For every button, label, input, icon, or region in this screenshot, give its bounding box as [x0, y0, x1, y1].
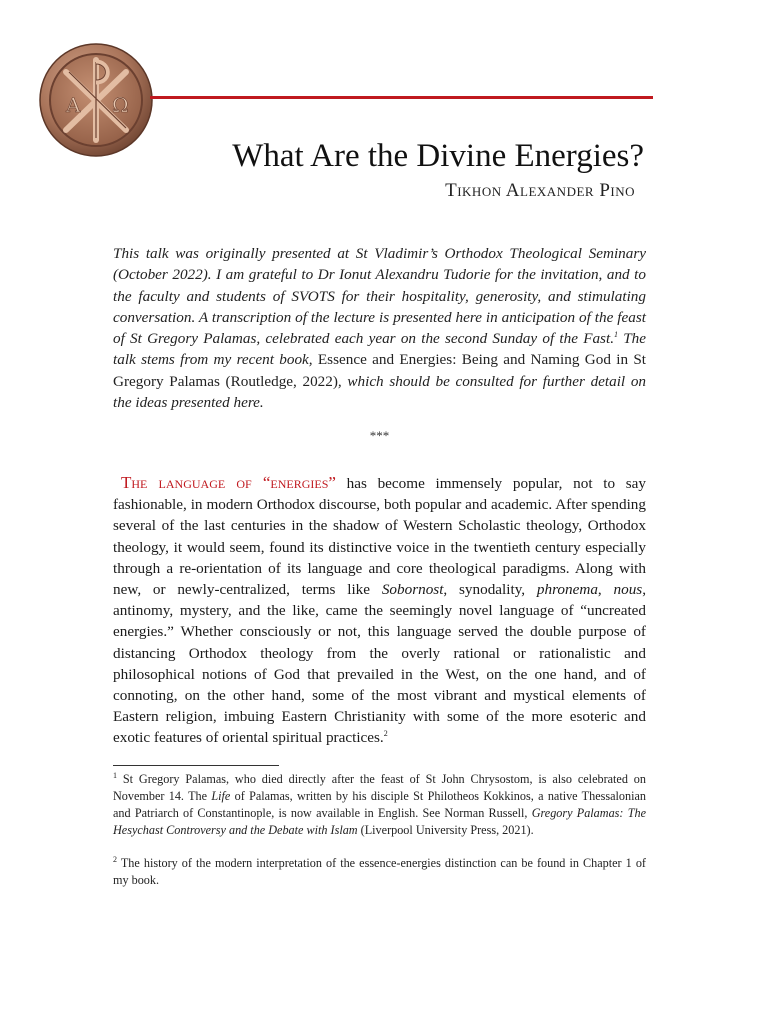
footnote-1: [113, 771, 646, 839]
footnote-ref-1[interactable]: 1: [614, 330, 618, 340]
footnote-1-text-3: (Liverpool University Press, 2021).: [357, 823, 534, 837]
book-title: Essence and Energies: Being and Naming God in St Gregory Palamas: [113, 351, 647, 390]
footnote-2-mark: 2: [113, 854, 117, 864]
footnote-1-mark: 1: [113, 770, 117, 780]
omega-letter: Ω: [112, 93, 129, 117]
footnote-rule: [113, 765, 279, 766]
section-separator: ***: [369, 428, 390, 443]
lead-in: The language of “energies”: [121, 473, 336, 492]
footnote-2: [113, 855, 646, 889]
page-title: What Are the Divine Energies?: [232, 138, 644, 174]
body-text-4: , antinomy, mystery, and the like, came the seemingly novel language of “uncreated energies.” Whether consciously or not, this language served the double purpose of distancing Orthodox theology from the overly rational or rationalistic and philosophical notions of God that prevailed in the West, on the one hand, and of connoting, on the other hand, some of the most vibrant and mystical elements of Eastern religion, imbuing Eastern Christianity with some of the more esoteric and exotic features of oriental spiritual practices.: [113, 581, 647, 747]
abstract-text-3: , which should be consulted for further detail on the ideas presented here.: [113, 372, 647, 412]
term-phronema: phronema: [536, 581, 598, 599]
term-nous: nous: [613, 581, 643, 599]
footnote-1-text-1: St Gregory Palamas, who died directly after the feast of St John Chrysostom, is also celebrated on November 14. The: [113, 772, 646, 803]
body-text-1: has become immensely popular, not to say fashionable, in modern Orthodox discourse, both popular and academic. After spending several of the last centuries in the shadow of Western Scholastic theology, Orthodox theology, it would seem, found its distinctive voice in the twentieth century especially through a re-orientation of its language and core theological paradigms. Along with new, or newly-centralized, terms like: [113, 475, 646, 599]
footnotes: [113, 771, 646, 905]
abstract-text-1: This talk was originally presented at St Vladimir’s Orthodox Theological Seminary (October 2022). I am grateful to Dr Ionut Alexandru Tudorie for the invitation, and to the faculty and students of SVOTS for their hospitality, generosity, and stimulating conversation. A transcription of the lecture is presented here in anticipation of the feast of St Gregory Palamas, celebrated each year on the second Sunday of the Fast.: [113, 245, 646, 348]
header-rule: [150, 96, 653, 99]
alpha-letter: Α: [66, 93, 81, 117]
body-paragraph: [113, 472, 646, 749]
abstract: [113, 243, 646, 413]
footnote-1-book: Gregory Palamas: The Hesychast Controversy and the Debate with Islam: [113, 806, 646, 837]
author-name: Tikhon Alexander Pino: [445, 180, 635, 201]
body-text-2: , synodality,: [443, 581, 537, 599]
footnote-1-text-2: of Palamas, written by his disciple St Philotheos Kokkinos, a native Thessalonian and Patriarch of Constantinople, is now available in English. See Norman Russell,: [113, 789, 646, 820]
body-text-3: ,: [597, 581, 614, 599]
chi-rho-medallion-icon: [38, 42, 154, 158]
footnote-2-text: The history of the modern interpretation of the essence-energies distinction can be found in Chapter 1 of my book.: [113, 856, 646, 887]
book-publisher: (Routledge, 2022): [219, 372, 338, 390]
abstract-text-2: The talk stems from my recent book,: [113, 330, 647, 369]
footnote-ref-2[interactable]: 2: [383, 729, 388, 739]
footnote-1-life: Life: [211, 789, 231, 803]
term-sobornost: Sobornost: [381, 581, 444, 599]
